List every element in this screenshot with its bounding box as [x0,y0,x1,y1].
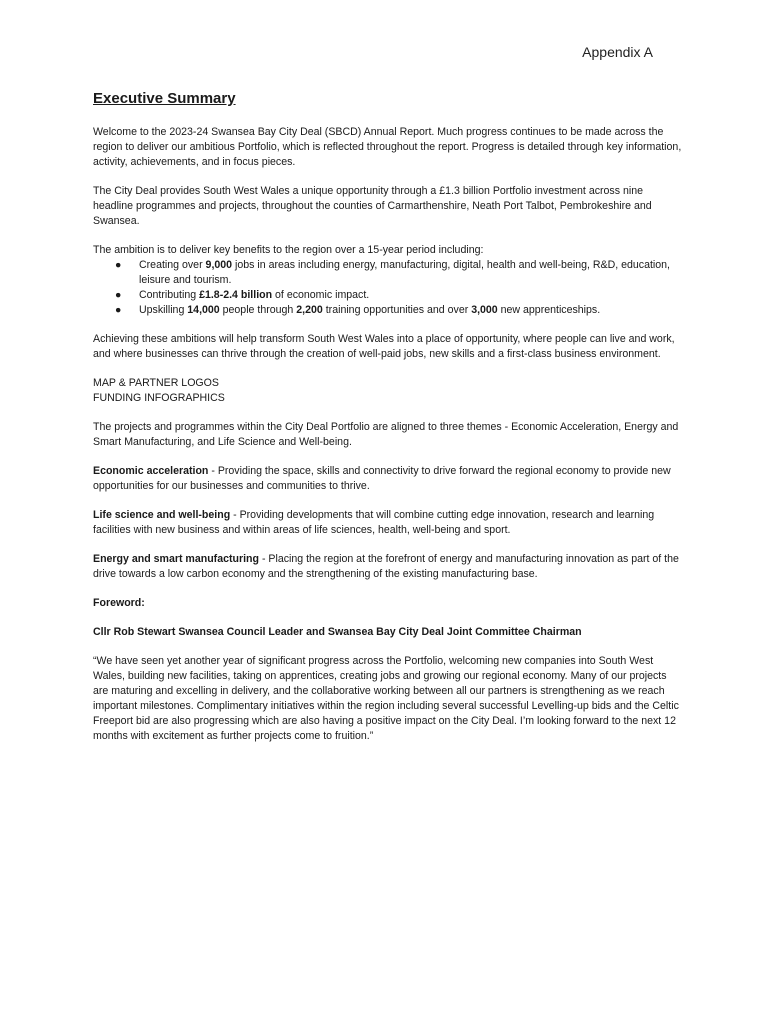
list-item: ● Contributing £1.8-2.4 billion of economic impact. [115,289,370,301]
theme-energy: Energy and smart manufacturing - Placing the region at the forefront of energy and manufacturing innovation as part of the drive towards a low carbon economy and the strengthening of the existing manufacturing base. [93,553,679,580]
bullet-icon: ● [115,304,122,316]
foreword-quote: “We have seen yet another year of significant progress across the Portfolio, welcoming new companies into South West Wales, building new facilities, taking on apprentices, creating jobs and growing our regional economy. Many of our projects are maturing and excelling in delivery, and the collaborative working between all our partners is strengthening as we reach important milestones. Complimentary initiatives within the region including several successful Levelling-up bids and the Celtic Freeport bid are also progressing which are also having a positive impact on the City Deal. I’m looking forward to the next 12 months with excitement as further projects come to fruition.” [93,655,679,742]
foreword-author: Cllr Rob Stewart Swansea Council Leader and Swansea Bay City Deal Joint Committee Chairman [93,626,582,638]
intro-paragraph: Welcome to the 2023-24 Swansea Bay City Deal (SBCD) Annual Report. Much progress continues to be made across the region to deliver our ambitious Portfolio, which is reflected throughout the report. Progress is detailed through key information, activity, achievements, and in focus pieces. [93,126,682,168]
ambition-lead: The ambition is to deliver key benefits to the region over a 15-year period including: [93,244,484,256]
appendix-label: Appendix A [582,44,653,60]
theme-life-science: Life science and well-being - Providing developments that will combine cutting edge innovation, research and learning facilities with new business and within areas of life sciences, health, well-being and sport. [93,509,655,536]
themes-intro: The projects and programmes within the City Deal Portfolio are aligned to three themes - Economic Acceleration, Energy and Smart Manufacturing, and Life Science and Well-being. [93,421,679,448]
list-item: ● Creating over 9,000 jobs in areas including energy, manufacturing, digital, health and well-being, R&D, education, leisure and tourism. [115,259,671,286]
map-logos-placeholder: MAP & PARTNER LOGOS [93,377,219,389]
theme-economic: Economic acceleration - Providing the space, skills and connectivity to drive forward the regional economy to provide new opportunities for our businesses and communities to thrive. [93,465,671,492]
city-deal-paragraph: The City Deal provides South West Wales a unique opportunity through a £1.3 billion Portfolio investment across nine headline programmes and projects, throughout the counties of Carmarthenshire, Neath Port Talbot, Pembrokeshire and Swansea. [93,185,652,227]
bullet-icon: ● [115,259,122,271]
page-title: Executive Summary [93,90,236,107]
funding-infographics-placeholder: FUNDING INFOGRAPHICS [93,392,225,404]
document-body [93,89,683,758]
achieving-paragraph: Achieving these ambitions will help transform South West Wales into a place of opportunity, where people can live and work, and where businesses can thrive through the creation of well-paid jobs, new skills and a first-class business environment. [93,333,675,360]
placeholder-block [93,376,683,406]
ambition-list [93,258,683,318]
foreword-heading: Foreword: [93,597,145,609]
bullet-icon: ● [115,289,122,301]
list-item: ● Upskilling 14,000 people through 2,200 training opportunities and over 3,000 new apprenticeships. [115,304,601,316]
